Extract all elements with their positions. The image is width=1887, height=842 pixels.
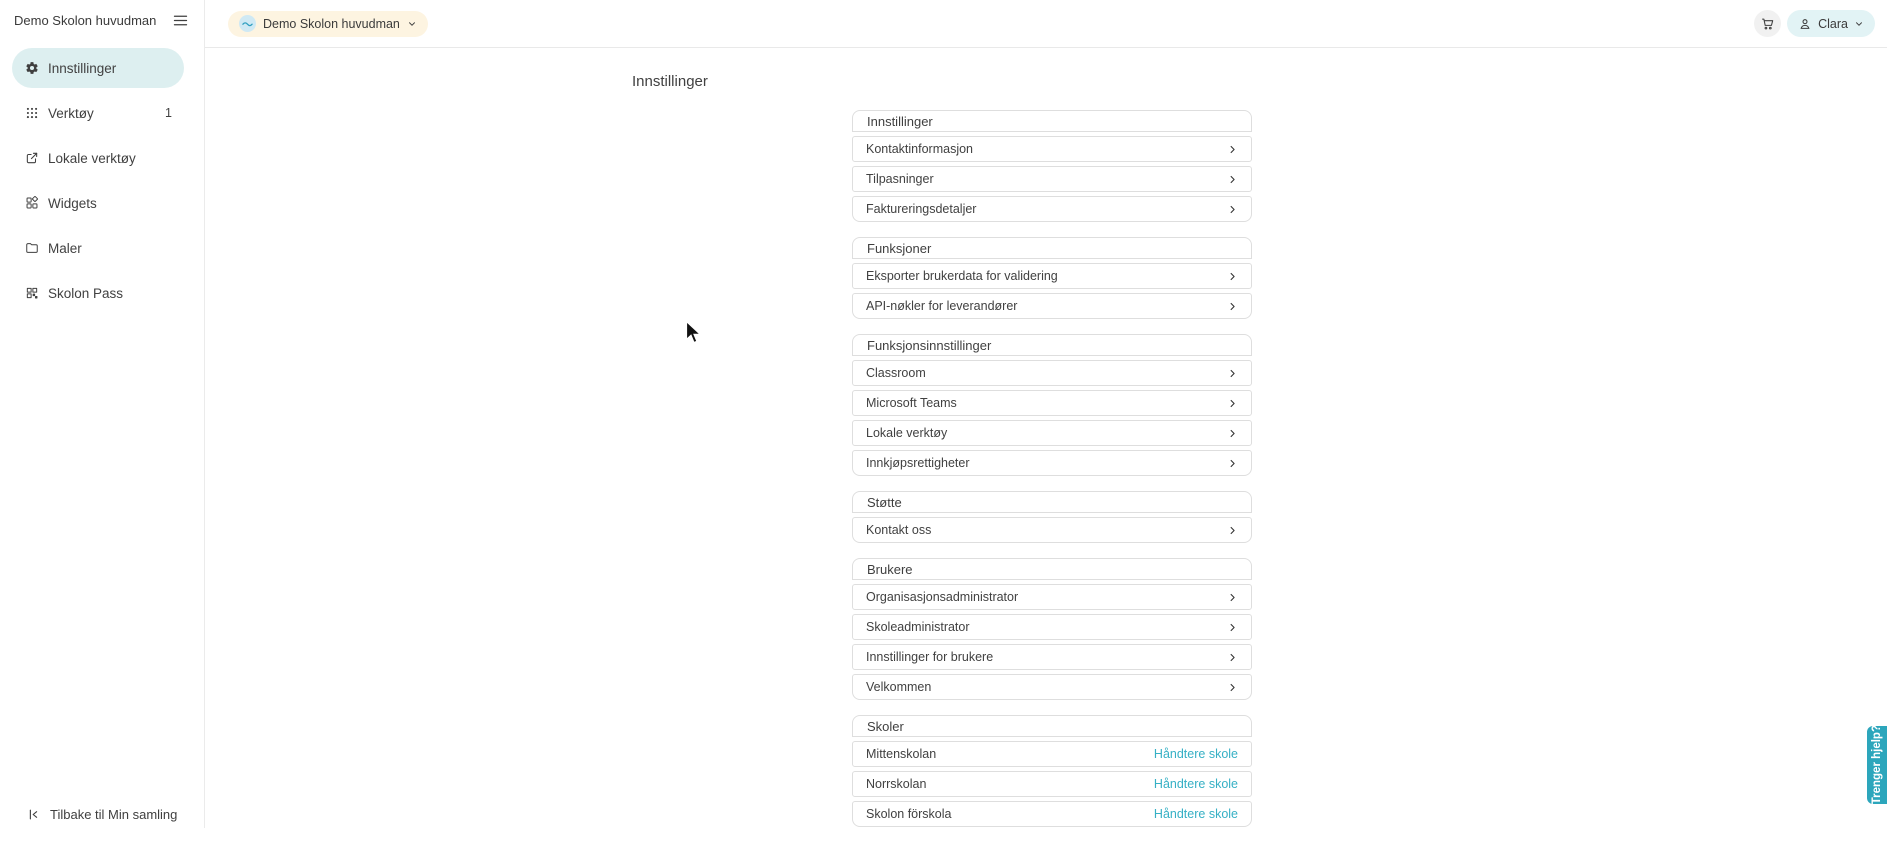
card-row-norrskolan — [852, 771, 1252, 797]
org-selector-dropdown[interactable] — [228, 11, 428, 37]
sidebar-item-lokale-verkt-y[interactable] — [12, 138, 184, 178]
manage-school-link[interactable]: Håndtere skole — [1153, 777, 1238, 791]
user-menu[interactable] — [1787, 10, 1875, 37]
back-to-collection-link[interactable] — [26, 807, 177, 822]
manage-school-link[interactable]: Håndtere skole — [1153, 747, 1238, 761]
card-row-mittenskolan — [852, 741, 1252, 767]
row-label: Organisasjonsadministrator — [866, 590, 1019, 604]
mouse-cursor — [685, 320, 704, 347]
row-label: Lokale verktøy — [866, 426, 948, 440]
item-count-badge: 1 — [165, 106, 172, 120]
row-label: API-nøkler for leverandører — [866, 299, 1018, 313]
sidebar-item-widgets[interactable] — [12, 183, 184, 223]
apps-grid-icon — [25, 106, 39, 120]
card-row-api-n-kler-for-leverand-rer[interactable] — [852, 293, 1252, 319]
widgets-icon — [25, 196, 39, 210]
chevron-right-icon — [1227, 368, 1238, 379]
sidebar-item-label: Innstillinger — [48, 60, 117, 76]
row-label: Skolon förskola — [866, 807, 952, 821]
chevron-right-icon — [1227, 174, 1238, 185]
settings-card-funksjoner — [852, 237, 1252, 319]
card-row-innkj-psrettigheter[interactable] — [852, 450, 1252, 476]
card-row-classroom[interactable] — [852, 360, 1252, 386]
card-title: Funksjoner — [852, 237, 1252, 259]
card-row-skoleadministrator[interactable] — [852, 614, 1252, 640]
card-row-skolon-f-rskola — [852, 801, 1252, 827]
sidebar-org-title: Demo Skolon huvudman — [14, 12, 157, 28]
card-row-innstillinger-for-brukere[interactable] — [852, 644, 1252, 670]
chevron-right-icon — [1227, 652, 1238, 663]
org-selector-label: Demo Skolon huvudman — [263, 16, 400, 31]
cart-button[interactable] — [1754, 10, 1781, 37]
folder-icon — [25, 241, 39, 255]
sidebar-item-maler[interactable] — [12, 228, 184, 268]
row-label: Faktureringsdetaljer — [866, 202, 977, 216]
card-row-organisasjonsadministrator[interactable] — [852, 584, 1252, 610]
card-row-kontaktinformasjon[interactable] — [852, 136, 1252, 162]
back-link-label: Tilbake til Min samling — [50, 807, 178, 822]
card-row-tilpasninger[interactable] — [852, 166, 1252, 192]
manage-school-link[interactable]: Håndtere skole — [1153, 807, 1238, 821]
row-label: Norrskolan — [866, 777, 927, 791]
card-title: Støtte — [852, 491, 1252, 513]
settings-card-skoler — [852, 715, 1252, 827]
row-label: Velkommen — [866, 680, 932, 694]
card-title: Funksjonsinnstillinger — [852, 334, 1252, 356]
hamburger-menu-icon[interactable] — [172, 12, 189, 29]
chevron-right-icon — [1227, 144, 1238, 155]
qr-code-icon — [25, 286, 39, 300]
chevron-right-icon — [1227, 301, 1238, 312]
card-title: Brukere — [852, 558, 1252, 580]
back-arrow-icon — [26, 807, 41, 822]
sidebar-item-label: Maler — [48, 240, 82, 256]
chevron-right-icon — [1227, 592, 1238, 603]
settings-card-innstillinger — [852, 110, 1252, 222]
row-label: Kontaktinformasjon — [866, 142, 974, 156]
chevron-right-icon — [1227, 622, 1238, 633]
top-bar-actions — [1754, 10, 1875, 37]
help-tab[interactable] — [1867, 726, 1887, 804]
settings-card-funksjonsinnstillinger — [852, 334, 1252, 476]
sidebar — [0, 0, 205, 828]
chevron-right-icon — [1227, 682, 1238, 693]
skolon-logo-icon — [239, 15, 256, 32]
card-row-microsoft-teams[interactable] — [852, 390, 1252, 416]
sidebar-item-label: Verktøy — [48, 105, 94, 121]
sidebar-item-label: Lokale verktøy — [48, 150, 136, 166]
gear-icon — [25, 61, 39, 75]
card-row-velkommen[interactable] — [852, 674, 1252, 700]
row-label: Innstillinger for brukere — [866, 650, 994, 664]
card-title: Innstillinger — [852, 110, 1252, 132]
row-label: Tilpasninger — [866, 172, 934, 186]
sidebar-item-label: Skolon Pass — [48, 285, 124, 301]
card-row-lokale-verkt-y[interactable] — [852, 420, 1252, 446]
chevron-right-icon — [1227, 398, 1238, 409]
chevron-right-icon — [1227, 204, 1238, 215]
row-label: Eksporter brukerdata for validering — [866, 269, 1058, 283]
sidebar-item-skolon-pass[interactable] — [12, 273, 184, 313]
sidebar-header — [0, 0, 204, 40]
chevron-right-icon — [1227, 271, 1238, 282]
chevron-down-icon — [1854, 19, 1864, 29]
page-title: Innstillinger — [632, 73, 708, 90]
chevron-right-icon — [1227, 458, 1238, 469]
chevron-right-icon — [1227, 525, 1238, 536]
card-row-eksporter-brukerdata-for-validering[interactable] — [852, 263, 1252, 289]
external-link-icon — [25, 151, 39, 165]
sidebar-item-verkt-y[interactable] — [12, 93, 184, 133]
sidebar-nav — [12, 48, 184, 318]
sidebar-item-label: Widgets — [48, 195, 97, 211]
settings-card-brukere — [852, 558, 1252, 700]
top-bar — [205, 0, 1887, 48]
row-label: Classroom — [866, 366, 926, 380]
user-name: Clara — [1818, 16, 1848, 31]
row-label: Kontakt oss — [866, 523, 932, 537]
person-icon — [1798, 17, 1812, 31]
row-label: Skoleadministrator — [866, 620, 970, 634]
help-tab-label: Trenger hjelp? — [1871, 725, 1883, 805]
settings-cards — [852, 110, 1252, 842]
card-title: Skoler — [852, 715, 1252, 737]
card-row-kontakt-oss[interactable] — [852, 517, 1252, 543]
chevron-right-icon — [1227, 428, 1238, 439]
row-label: Innkjøpsrettigheter — [866, 456, 970, 470]
sidebar-item-innstillinger[interactable] — [12, 48, 184, 88]
row-label: Microsoft Teams — [866, 396, 957, 410]
row-label: Mittenskolan — [866, 747, 937, 761]
card-row-faktureringsdetaljer[interactable] — [852, 196, 1252, 222]
settings-card-st-tte — [852, 491, 1252, 543]
chevron-down-icon — [407, 19, 417, 29]
cart-icon — [1760, 16, 1775, 31]
